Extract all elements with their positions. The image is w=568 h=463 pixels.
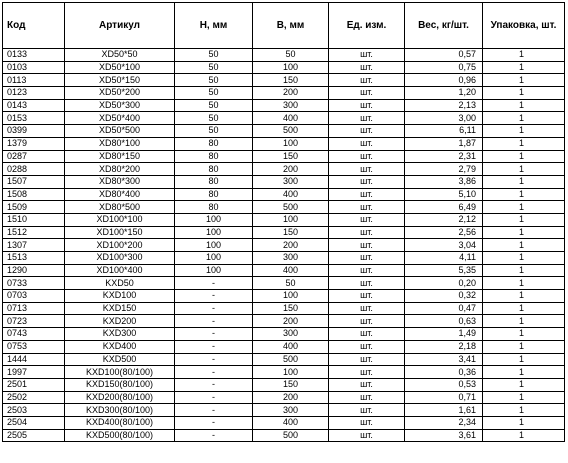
cell-article: XD50*200: [65, 87, 175, 100]
cell-unit: шт.: [329, 201, 405, 214]
cell-code: 2505: [3, 429, 65, 442]
cell-width: 500: [253, 353, 329, 366]
cell-article: KXD150: [65, 302, 175, 315]
cell-width: 400: [253, 340, 329, 353]
cell-unit: шт.: [329, 188, 405, 201]
cell-height: 100: [175, 226, 253, 239]
cell-weight: 6,11: [405, 125, 483, 138]
cell-height: -: [175, 315, 253, 328]
table-row: [3, 74, 565, 87]
cell-packaging: 1: [483, 150, 565, 163]
cell-article: KXD200(80/100): [65, 391, 175, 404]
cell-code: 1507: [3, 175, 65, 188]
table-row: [3, 150, 565, 163]
table-row: [3, 315, 565, 328]
cell-packaging: 1: [483, 340, 565, 353]
cell-article: XD50*500: [65, 125, 175, 138]
cell-width: 100: [253, 61, 329, 74]
cell-unit: шт.: [329, 315, 405, 328]
cell-width: 400: [253, 264, 329, 277]
cell-unit: шт.: [329, 252, 405, 265]
cell-packaging: 1: [483, 366, 565, 379]
cell-height: -: [175, 391, 253, 404]
cell-unit: шт.: [329, 353, 405, 366]
cell-weight: 6,49: [405, 201, 483, 214]
table-row: [3, 201, 565, 214]
cell-height: 50: [175, 125, 253, 138]
cell-unit: шт.: [329, 404, 405, 417]
table-row: [3, 404, 565, 417]
cell-width: 300: [253, 404, 329, 417]
cell-height: -: [175, 328, 253, 341]
cell-packaging: 1: [483, 175, 565, 188]
cell-weight: 3,61: [405, 429, 483, 442]
cell-height: 50: [175, 49, 253, 62]
cell-packaging: 1: [483, 163, 565, 176]
cell-weight: 1,49: [405, 328, 483, 341]
cell-article: KXD100: [65, 290, 175, 303]
cell-height: 80: [175, 163, 253, 176]
cell-width: 100: [253, 290, 329, 303]
cell-height: 80: [175, 150, 253, 163]
cell-packaging: 1: [483, 328, 565, 341]
cell-packaging: 1: [483, 239, 565, 252]
cell-code: 2503: [3, 404, 65, 417]
cell-width: 150: [253, 226, 329, 239]
cell-unit: шт.: [329, 99, 405, 112]
cell-article: XD100*100: [65, 213, 175, 226]
table-row: [3, 213, 565, 226]
cell-height: 50: [175, 112, 253, 125]
cell-packaging: 1: [483, 188, 565, 201]
cell-code: 0103: [3, 61, 65, 74]
cell-article: XD100*150: [65, 226, 175, 239]
cell-code: 0713: [3, 302, 65, 315]
cell-height: 50: [175, 87, 253, 100]
cell-code: 0753: [3, 340, 65, 353]
table-row: [3, 163, 565, 176]
table-row: [3, 366, 565, 379]
cell-code: 1512: [3, 226, 65, 239]
table-row: [3, 416, 565, 429]
cell-code: 0703: [3, 290, 65, 303]
cell-unit: шт.: [329, 366, 405, 379]
table-row: [3, 87, 565, 100]
cell-weight: 2,31: [405, 150, 483, 163]
cell-code: 0399: [3, 125, 65, 138]
column-header-height: Н, мм: [175, 3, 253, 49]
cell-height: 50: [175, 74, 253, 87]
cell-weight: 0,75: [405, 61, 483, 74]
cell-article: XD100*400: [65, 264, 175, 277]
cell-height: 50: [175, 99, 253, 112]
cell-unit: шт.: [329, 125, 405, 138]
cell-code: 0143: [3, 99, 65, 112]
table-row: [3, 175, 565, 188]
product-table: [2, 2, 565, 442]
cell-weight: 5,35: [405, 264, 483, 277]
cell-width: 100: [253, 137, 329, 150]
cell-width: 150: [253, 302, 329, 315]
cell-width: 200: [253, 239, 329, 252]
cell-height: 100: [175, 264, 253, 277]
cell-code: 2502: [3, 391, 65, 404]
header-row: [3, 3, 565, 49]
cell-packaging: 1: [483, 252, 565, 265]
cell-article: XD50*400: [65, 112, 175, 125]
cell-packaging: 1: [483, 125, 565, 138]
cell-weight: 2,18: [405, 340, 483, 353]
cell-weight: 0,20: [405, 277, 483, 290]
cell-unit: шт.: [329, 213, 405, 226]
cell-weight: 3,00: [405, 112, 483, 125]
cell-packaging: 1: [483, 137, 565, 150]
cell-article: XD50*150: [65, 74, 175, 87]
cell-unit: шт.: [329, 61, 405, 74]
cell-article: KXD400(80/100): [65, 416, 175, 429]
table-row: [3, 137, 565, 150]
cell-width: 100: [253, 366, 329, 379]
cell-weight: 2,12: [405, 213, 483, 226]
cell-packaging: 1: [483, 61, 565, 74]
cell-code: 1509: [3, 201, 65, 214]
table-row: [3, 188, 565, 201]
cell-article: XD80*300: [65, 175, 175, 188]
cell-height: -: [175, 353, 253, 366]
cell-code: 1379: [3, 137, 65, 150]
cell-code: 1444: [3, 353, 65, 366]
cell-code: 1508: [3, 188, 65, 201]
cell-height: 80: [175, 175, 253, 188]
cell-packaging: 1: [483, 87, 565, 100]
cell-unit: шт.: [329, 112, 405, 125]
cell-weight: 2,79: [405, 163, 483, 176]
cell-width: 300: [253, 328, 329, 341]
cell-packaging: 1: [483, 226, 565, 239]
cell-packaging: 1: [483, 404, 565, 417]
cell-article: KXD50: [65, 277, 175, 290]
cell-unit: шт.: [329, 277, 405, 290]
cell-width: 400: [253, 188, 329, 201]
cell-height: 80: [175, 188, 253, 201]
cell-code: 0743: [3, 328, 65, 341]
cell-unit: шт.: [329, 74, 405, 87]
cell-article: KXD150(80/100): [65, 378, 175, 391]
cell-article: XD80*400: [65, 188, 175, 201]
table-row: [3, 391, 565, 404]
cell-unit: шт.: [329, 328, 405, 341]
cell-weight: 4,11: [405, 252, 483, 265]
cell-height: 100: [175, 213, 253, 226]
cell-code: 0133: [3, 49, 65, 62]
cell-width: 100: [253, 213, 329, 226]
cell-code: 0123: [3, 87, 65, 100]
cell-unit: шт.: [329, 302, 405, 315]
cell-code: 1510: [3, 213, 65, 226]
cell-article: KXD400: [65, 340, 175, 353]
column-header-weight: Вес, кг/шт.: [405, 3, 483, 49]
cell-width: 200: [253, 87, 329, 100]
cell-weight: 3,86: [405, 175, 483, 188]
cell-article: XD100*300: [65, 252, 175, 265]
cell-article: XD80*500: [65, 201, 175, 214]
column-header-width: В, мм: [253, 3, 329, 49]
table-row: [3, 277, 565, 290]
cell-weight: 0,96: [405, 74, 483, 87]
cell-weight: 5,10: [405, 188, 483, 201]
cell-code: 1513: [3, 252, 65, 265]
cell-packaging: 1: [483, 213, 565, 226]
cell-packaging: 1: [483, 302, 565, 315]
cell-unit: шт.: [329, 137, 405, 150]
cell-width: 400: [253, 112, 329, 125]
cell-width: 300: [253, 99, 329, 112]
cell-packaging: 1: [483, 378, 565, 391]
cell-packaging: 1: [483, 112, 565, 125]
cell-packaging: 1: [483, 49, 565, 62]
cell-unit: шт.: [329, 378, 405, 391]
cell-article: KXD300: [65, 328, 175, 341]
table-row: [3, 49, 565, 62]
cell-height: -: [175, 429, 253, 442]
cell-weight: 2,34: [405, 416, 483, 429]
cell-article: XD100*200: [65, 239, 175, 252]
table-row: [3, 61, 565, 74]
cell-code: 0153: [3, 112, 65, 125]
cell-width: 300: [253, 175, 329, 188]
cell-width: 200: [253, 391, 329, 404]
cell-width: 150: [253, 150, 329, 163]
cell-article: KXD100(80/100): [65, 366, 175, 379]
cell-code: 0287: [3, 150, 65, 163]
cell-code: 0723: [3, 315, 65, 328]
cell-width: 500: [253, 201, 329, 214]
table-row: [3, 429, 565, 442]
cell-article: XD80*150: [65, 150, 175, 163]
cell-width: 50: [253, 277, 329, 290]
cell-width: 150: [253, 378, 329, 391]
table-row: [3, 328, 565, 341]
cell-article: KXD200: [65, 315, 175, 328]
table-row: [3, 378, 565, 391]
cell-weight: 1,61: [405, 404, 483, 417]
cell-code: 1307: [3, 239, 65, 252]
cell-weight: 3,41: [405, 353, 483, 366]
table-row: [3, 252, 565, 265]
table-header: [3, 3, 565, 49]
cell-article: KXD500(80/100): [65, 429, 175, 442]
cell-packaging: 1: [483, 315, 565, 328]
cell-packaging: 1: [483, 264, 565, 277]
cell-code: 1997: [3, 366, 65, 379]
cell-width: 300: [253, 252, 329, 265]
cell-packaging: 1: [483, 74, 565, 87]
cell-weight: 1,20: [405, 87, 483, 100]
cell-unit: шт.: [329, 49, 405, 62]
table-row: [3, 264, 565, 277]
column-header-unit: Ед. изм.: [329, 3, 405, 49]
cell-weight: 2,56: [405, 226, 483, 239]
table-row: [3, 340, 565, 353]
cell-packaging: 1: [483, 277, 565, 290]
table-row: [3, 226, 565, 239]
cell-height: 50: [175, 61, 253, 74]
cell-article: XD80*100: [65, 137, 175, 150]
cell-unit: шт.: [329, 340, 405, 353]
cell-height: 80: [175, 201, 253, 214]
cell-unit: шт.: [329, 391, 405, 404]
cell-height: 80: [175, 137, 253, 150]
cell-weight: 0,47: [405, 302, 483, 315]
cell-height: -: [175, 340, 253, 353]
cell-article: XD80*200: [65, 163, 175, 176]
cell-width: 500: [253, 429, 329, 442]
cell-packaging: 1: [483, 201, 565, 214]
cell-width: 150: [253, 74, 329, 87]
cell-unit: шт.: [329, 429, 405, 442]
table-row: [3, 99, 565, 112]
cell-weight: 0,71: [405, 391, 483, 404]
table-body: [3, 49, 565, 442]
cell-unit: шт.: [329, 239, 405, 252]
cell-height: -: [175, 277, 253, 290]
cell-unit: шт.: [329, 150, 405, 163]
cell-unit: шт.: [329, 175, 405, 188]
cell-height: -: [175, 302, 253, 315]
cell-packaging: 1: [483, 353, 565, 366]
table-row: [3, 302, 565, 315]
cell-width: 50: [253, 49, 329, 62]
cell-weight: 3,04: [405, 239, 483, 252]
cell-height: -: [175, 290, 253, 303]
cell-weight: 0,57: [405, 49, 483, 62]
cell-unit: шт.: [329, 226, 405, 239]
cell-packaging: 1: [483, 391, 565, 404]
cell-article: KXD500: [65, 353, 175, 366]
cell-weight: 0,32: [405, 290, 483, 303]
cell-height: -: [175, 416, 253, 429]
cell-weight: 0,63: [405, 315, 483, 328]
cell-weight: 2,13: [405, 99, 483, 112]
column-header-article: Артикул: [65, 3, 175, 49]
cell-unit: шт.: [329, 87, 405, 100]
cell-weight: 0,36: [405, 366, 483, 379]
cell-packaging: 1: [483, 290, 565, 303]
cell-unit: шт.: [329, 264, 405, 277]
cell-width: 400: [253, 416, 329, 429]
cell-height: -: [175, 404, 253, 417]
cell-width: 200: [253, 163, 329, 176]
cell-packaging: 1: [483, 416, 565, 429]
cell-code: 0288: [3, 163, 65, 176]
cell-weight: 1,87: [405, 137, 483, 150]
cell-height: -: [175, 366, 253, 379]
cell-packaging: 1: [483, 429, 565, 442]
column-header-packaging: Упаковка, шт.: [483, 3, 565, 49]
cell-unit: шт.: [329, 163, 405, 176]
cell-width: 500: [253, 125, 329, 138]
cell-code: 2501: [3, 378, 65, 391]
cell-unit: шт.: [329, 290, 405, 303]
cell-width: 200: [253, 315, 329, 328]
cell-code: 2504: [3, 416, 65, 429]
cell-weight: 0,53: [405, 378, 483, 391]
cell-code: 1290: [3, 264, 65, 277]
cell-unit: шт.: [329, 416, 405, 429]
cell-height: 100: [175, 252, 253, 265]
column-header-code: Код: [3, 3, 65, 49]
cell-article: XD50*50: [65, 49, 175, 62]
table-row: [3, 125, 565, 138]
cell-code: 0113: [3, 74, 65, 87]
cell-article: XD50*100: [65, 61, 175, 74]
table-row: [3, 290, 565, 303]
cell-packaging: 1: [483, 99, 565, 112]
cell-height: -: [175, 378, 253, 391]
cell-height: 100: [175, 239, 253, 252]
cell-article: XD50*300: [65, 99, 175, 112]
table-row: [3, 112, 565, 125]
cell-code: 0733: [3, 277, 65, 290]
table-row: [3, 353, 565, 366]
table-row: [3, 239, 565, 252]
cell-article: KXD300(80/100): [65, 404, 175, 417]
